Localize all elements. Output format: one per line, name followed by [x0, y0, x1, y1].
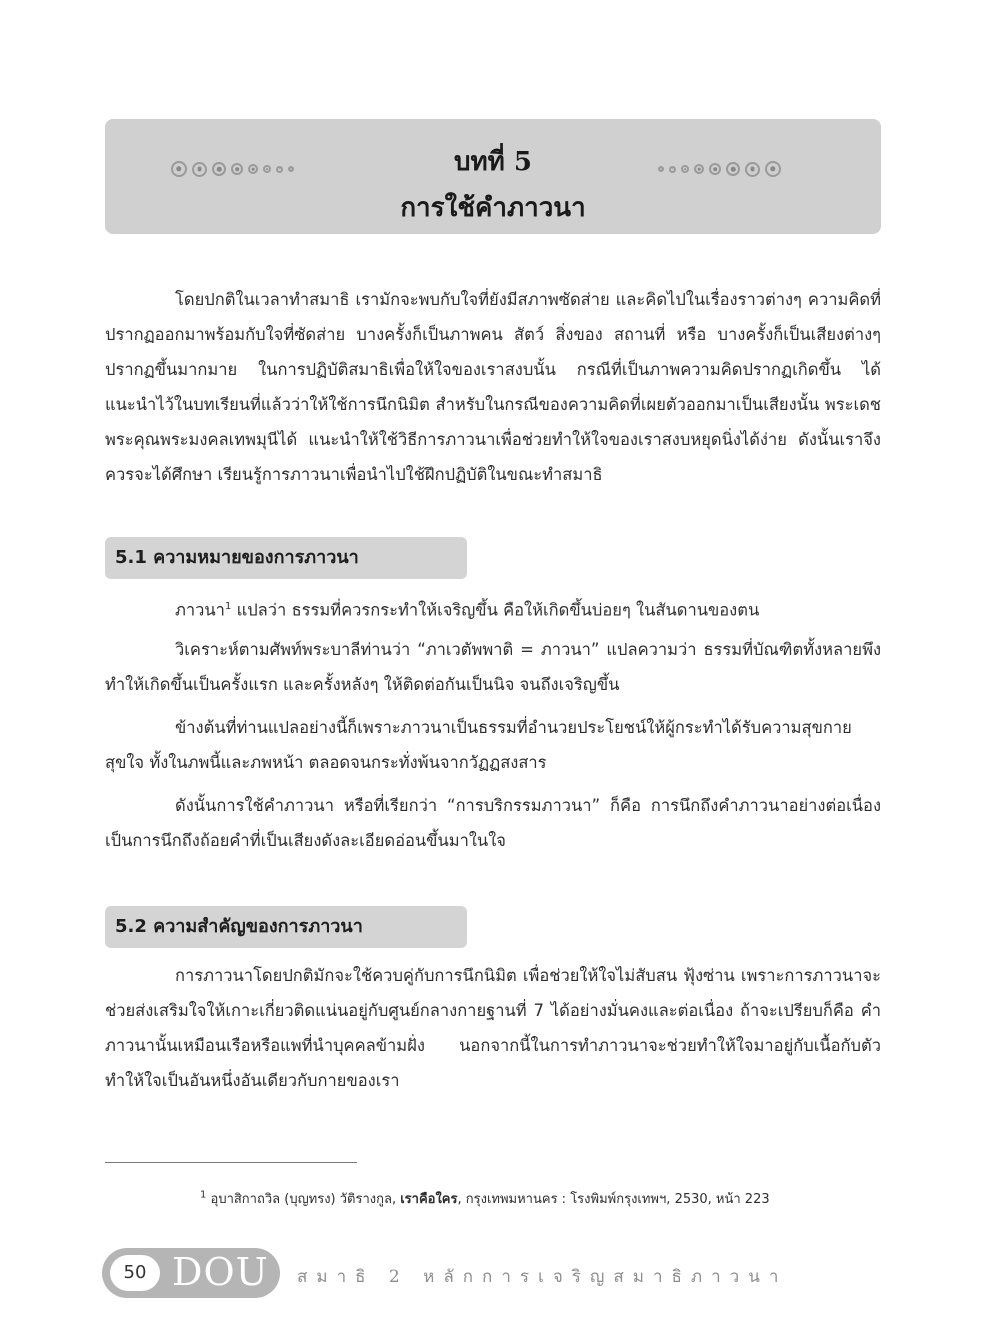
chapter-number: บทที่ 5: [454, 147, 532, 177]
chapter-title: การใช้คำภาวนา: [400, 193, 586, 223]
footnote-marker: 1: [224, 601, 232, 612]
footnote-divider: [105, 1162, 357, 1163]
dot-icon: [658, 166, 664, 172]
section-heading-5-2: 5.2 ความสำคัญของการภาวนา: [105, 906, 467, 948]
dot-icon: [694, 164, 704, 174]
section-heading-5-1: 5.1 ความหมายของการภาวนา: [105, 537, 467, 579]
section1-paragraph-3: ข้างต้นที่ท่านแปลอย่างนี้ก็เพราะภาวนาเป็นธรรมที่อำนวยประโยชน์ให้ผู้กระทำได้รับความสุขกาย สุขใจ ทั้งในภพนี้และภพหน้า ตลอดจนกระทั่งพ้นจากวัฏฏสงสาร: [105, 718, 852, 772]
definition-text: แปลว่า ธรรมที่ควรกระทำให้เจริญขึ้น คือให้เกิดขึ้นบ่อยๆ ในสันดานของตน: [231, 600, 760, 620]
decorative-dots-right: [658, 161, 781, 177]
section1-paragraph-4: ดังนั้นการใช้คำภาวนา หรือที่เรียกว่า “การบริกรรมภาวนา” ก็คือ การนึกถึงคำภาวนาอย่างต่อเนื่อง เป็นการนึกถึงถ้อยคำที่เป็นเสียงดังละเอียดอ่อนขึ้นมาในใจ: [105, 796, 881, 850]
term-bhavana: ภาวนา: [175, 600, 225, 620]
page-number: 50: [110, 1255, 160, 1291]
dou-logo: DOU: [172, 1250, 269, 1294]
footnote-number: 1: [200, 1189, 207, 1201]
dot-icon: [745, 162, 760, 177]
footnote-book-title: เราคือใคร: [400, 1192, 458, 1207]
footnote-publisher: , กรุงเทพมหานคร : โรงพิมพ์กรุงเทพฯ, 2530, หน้า 223: [457, 1192, 770, 1207]
dot-icon: [709, 163, 721, 175]
footnote: [200, 1188, 770, 1209]
intro-paragraph: โดยปกติในเวลาทำสมาธิ เรามักจะพบกับใจที่ยังมีสภาพซัดส่าย และคิดไปในเรื่องราวต่างๆ ความคิดที่ปรากฏออกมาพร้อมกับใจที่ซัดส่าย บางครั้งก็เป็นภาพคน สัตว์ สิ่งของ สถานที่ หรือ บางครั้งก็เป็นเสียงต่างๆ ปรากฏขึ้นมากมาย ในการปฏิบัติสมาธิเพื่อให้ใจของเราสงบนั้น กรณีที่เป็นภาพความคิดปรากฏเกิดขึ้น ได้แนะนำไว้ในบทเรียนที่แล้วว่าให้ใช้การนึกนิมิต สำหรับในกรณีของความคิดที่เผยตัวออกมาเป็นเสียงนั้น พระเดชพระคุณพระมงคลเทพมุนีได้ แนะนำให้ใช้วิธีการภาวนาเพื่อช่วยทำให้ใจของเราสงบหยุดนิ่งได้ง่าย ดังนั้นเราจึงควรจะได้ศึกษา เรียนรู้การภาวนาเพื่อนำไปใช้ฝึกปฏิบัติในขณะทำสมาธิ: [105, 290, 881, 484]
dot-icon: [765, 161, 781, 177]
section1-paragraph-2: วิเคราะห์ตามศัพท์พระบาลีท่านว่า “ภาเวตัพพาติ = ภาวนา” แปลความว่า ธรรมที่บัณฑิตทั้งหลายพึงทำให้เกิดขึ้นเป็นครั้งแรก และครั้งหลังๆ ให้ติดต่อกันเป็นนิจ จนถึงเจริญขึ้น: [105, 640, 881, 694]
course-title: สมาธิ 2 หลักการเจริญสมาธิภาวนา: [297, 1267, 788, 1287]
dot-icon: [681, 165, 689, 173]
dot-icon: [669, 166, 676, 173]
footer-badge: [102, 1248, 280, 1298]
footnote-author: อุบาสิกาถวิล (บุญทรง) วัติรางกูล,: [206, 1192, 401, 1207]
chapter-header: [105, 119, 881, 234]
section2-paragraph-1: การภาวนาโดยปกติมักจะใช้ควบคู่กับการนึกนิมิต เพื่อช่วยให้ใจไม่สับสน ฟุ้งซ่าน เพราะการภาวนาจะช่วยส่งเสริมใจให้เกาะเกี่ยวติดแน่นอยู่กับศูนย์กลางกายฐานที่ 7 ได้อย่างมั่นคงและต่อเนื่อง ถ้าจะเปรียบก็คือ คำภาวนานั้นเหมือนเรือหรือแพที่นำบุคคลข้ามฝั่ง นอกจากนี้ในการทำภาวนาจะช่วยทำให้ใจมาอยู่กับเนื้อกับตัว ทำให้ใจเป็นอันหนึ่งอันเดียวกับกายของเรา: [105, 966, 881, 1090]
dot-icon: [726, 162, 740, 176]
section1-paragraph-1: [105, 589, 881, 628]
